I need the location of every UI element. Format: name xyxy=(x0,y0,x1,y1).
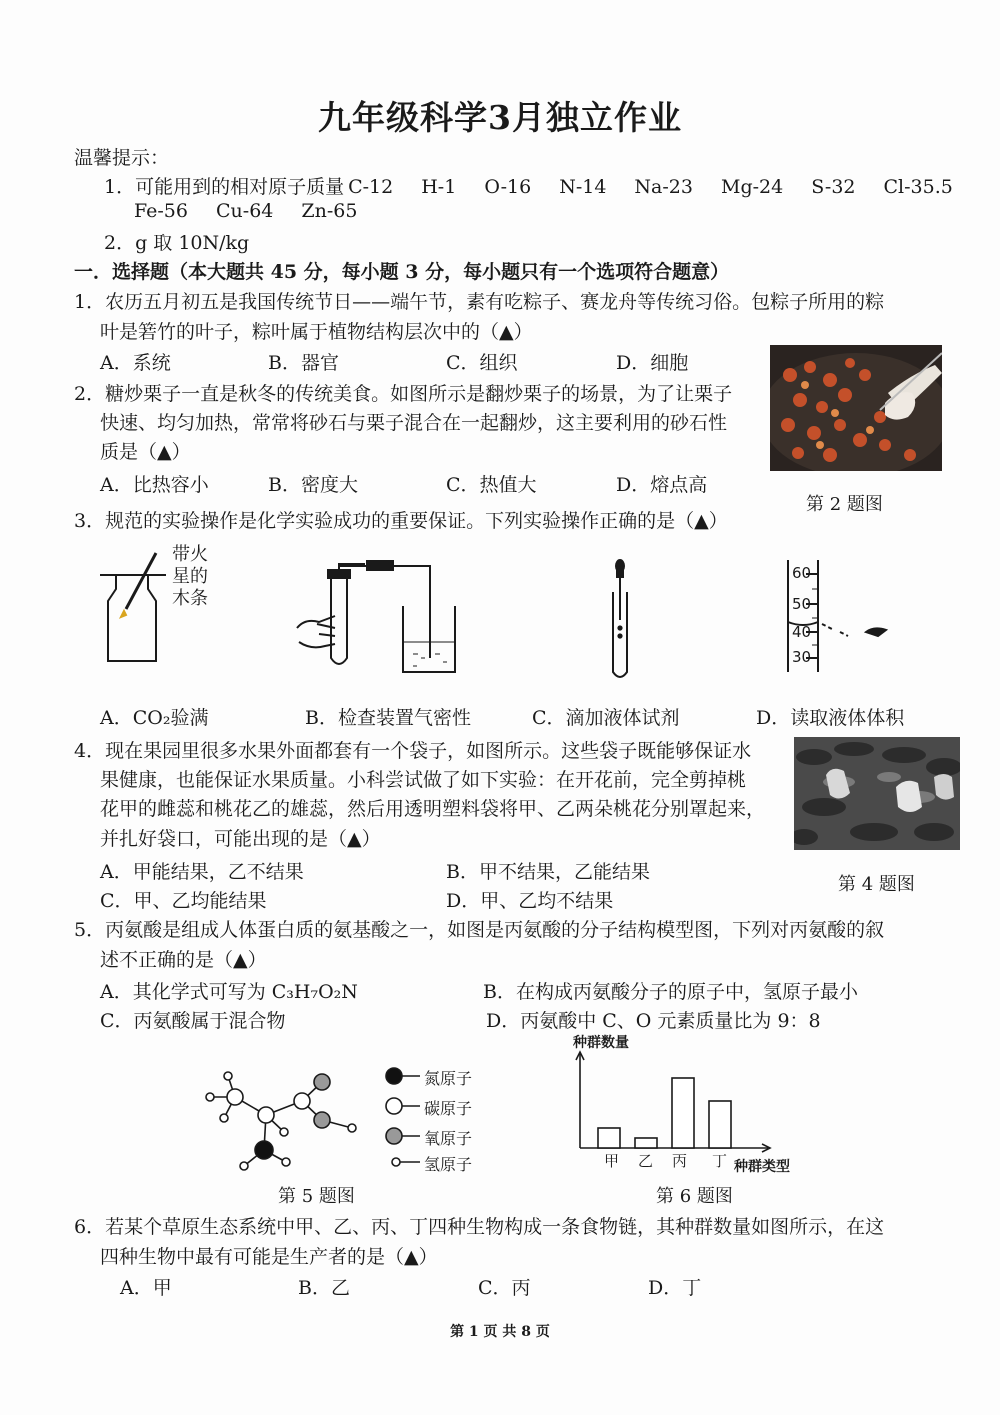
fruit-bag-photo xyxy=(794,737,960,850)
legend-carbon: 碳原子 xyxy=(424,1099,473,1118)
q3-figure-b xyxy=(295,558,465,676)
q4-option-c: C．甲、乙均能结果 xyxy=(100,890,267,912)
q3-figure-d xyxy=(782,560,902,672)
q2-line3: 质是（▲） xyxy=(100,441,191,463)
chart-ylabel: 种群数量 xyxy=(573,1035,629,1051)
x-tick-label: 丙 xyxy=(672,1152,688,1170)
q2-option-d: D．熔点高 xyxy=(616,474,708,496)
q1-option-a: A．系统 xyxy=(100,352,171,374)
tick-label-60: 60 xyxy=(792,564,812,582)
x-tick-label: 乙 xyxy=(638,1152,654,1170)
q4-caption: 第 4 题图 xyxy=(838,874,915,895)
q2-option-b: B．密度大 xyxy=(268,474,358,496)
q6-caption: 第 6 题图 xyxy=(656,1186,733,1207)
tips-item2: 2．g 取 10N/kg xyxy=(104,232,250,254)
q6-option-b: B．乙 xyxy=(298,1277,350,1299)
q6-line2: 四种生物中最有可能是生产者的是（▲） xyxy=(100,1246,438,1268)
tips-item1: 1．可能用到的相对原子质量 C-12 H-1 O-16 N-14 Na-23 Mg-24 S-32 Cl-35.5 xyxy=(104,176,953,198)
section-heading: 一．选择题（本大题共 45 分，每小题 3 分，每小题只有一个选项符合题意） xyxy=(74,261,730,283)
q1-option-d: D．细胞 xyxy=(616,352,689,374)
bar-甲 xyxy=(598,1128,620,1148)
bar-丙 xyxy=(672,1078,694,1148)
x-tick-label: 甲 xyxy=(604,1152,620,1170)
legend-hydrogen: 氢原子 xyxy=(424,1155,473,1174)
population-bar-chart xyxy=(568,1032,808,1177)
x-tick-label: 丁 xyxy=(712,1152,728,1170)
q5-line1: 5．丙氨酸是组成人体蛋白质的氨基酸之一，如图是丙氨酸的分子结构模型图，下列对丙氨酸的叙 xyxy=(74,919,885,941)
q2-option-c: C．热值大 xyxy=(446,474,537,496)
tips-item1-cont: Fe-56 Cu-64 Zn-65 xyxy=(134,200,358,222)
legend-nitrogen: 氮原子 xyxy=(424,1069,473,1088)
q2-option-a: A．比热容小 xyxy=(100,474,209,496)
q3-option-b: B．检查装置气密性 xyxy=(305,707,471,729)
q6-option-c: C．丙 xyxy=(478,1277,531,1299)
legend-oxygen: 氧原子 xyxy=(424,1129,473,1148)
q4-line3: 花甲的雌蕊和桃花乙的雄蕊，然后用透明塑料袋将甲、乙两朵桃花分别罩起来， xyxy=(100,798,766,820)
q4-option-b: B．甲不结果，乙能结果 xyxy=(446,861,650,883)
q6-option-a: A．甲 xyxy=(120,1277,172,1299)
q5-line2: 述不正确的是（▲） xyxy=(100,949,267,971)
q5-option-a: A．其化学式可写为 C₃H₇O₂N xyxy=(100,981,358,1003)
q2-line1: 2．糖炒栗子一直是秋冬的传统美食。如图所示是翻炒栗子的场景，为了让栗子 xyxy=(74,383,733,405)
q3-option-d: D．读取液体体积 xyxy=(756,707,905,729)
q2-caption: 第 2 题图 xyxy=(806,494,883,515)
q5-option-b: B．在构成丙氨酸分子的原子中，氢原子最小 xyxy=(483,981,858,1003)
q4-line1: 4．现在果园里很多水果外面都套有一个袋子，如图所示。这些袋子既能够保证水 xyxy=(74,740,752,762)
q2-line2: 快速、均匀加热，常常将砂石与栗子混合在一起翻炒，这主要利用的砂石性 xyxy=(100,412,728,434)
q1-option-b: B．器官 xyxy=(268,352,339,374)
page-title: 九年级科学3月独立作业 xyxy=(318,98,682,137)
tick-label-50: 50 xyxy=(792,595,812,613)
molecule-legend xyxy=(384,1064,494,1176)
q1-option-c: C．组织 xyxy=(446,352,518,374)
tick-label-30: 30 xyxy=(792,648,812,666)
bar-丁 xyxy=(709,1101,731,1148)
tick-label-40: 40 xyxy=(792,623,812,641)
q4-option-a: A．甲能结果，乙不结果 xyxy=(100,861,304,883)
chart-xlabel: 种群类型 xyxy=(734,1159,790,1175)
q3-figure-c xyxy=(600,558,640,682)
q6-line1: 6．若某个草原生态系统中甲、乙、丙、丁四种生物构成一条食物链，其种群数量如图所示，在这 xyxy=(74,1216,885,1238)
page-footer: 第 1 页 共 8 页 xyxy=(450,1324,550,1340)
q4-line4: 并扎好袋口，可能出现的是（▲） xyxy=(100,828,381,850)
tips-label: 温馨提示： xyxy=(74,147,170,169)
chestnut-photo xyxy=(770,345,942,471)
bar-乙 xyxy=(635,1138,657,1148)
q5-option-c: C．丙氨酸属于混合物 xyxy=(100,1010,286,1032)
q4-line2: 果健康，也能保证水果质量。小科尝试做了如下实验：在开花前，完全剪掉桃 xyxy=(100,769,747,791)
q3-line1: 3．规范的实验操作是化学实验成功的重要保证。下列实验操作正确的是（▲） xyxy=(74,510,728,532)
q3-option-c: C．滴加液体试剂 xyxy=(532,707,680,729)
q5-option-d: D．丙氨酸中 C、O 元素质量比为 9：8 xyxy=(486,1010,821,1032)
q4-option-d: D．甲、乙均不结果 xyxy=(446,890,614,912)
q1-line1: 1．农历五月初五是我国传统节日——端午节，素有吃粽子、赛龙舟等传统习俗。包粽子所用的粽 xyxy=(74,291,885,313)
q3-option-a: A．CO₂验满 xyxy=(100,707,209,729)
q3-figure-a-label: 带火 星的 木条 xyxy=(172,544,208,609)
alanine-molecule-model xyxy=(200,1062,360,1174)
q6-option-d: D．丁 xyxy=(648,1277,702,1299)
q1-line2: 叶是箬竹的叶子，粽叶属于植物结构层次中的（▲） xyxy=(100,321,533,343)
q5-caption: 第 5 题图 xyxy=(278,1186,355,1207)
